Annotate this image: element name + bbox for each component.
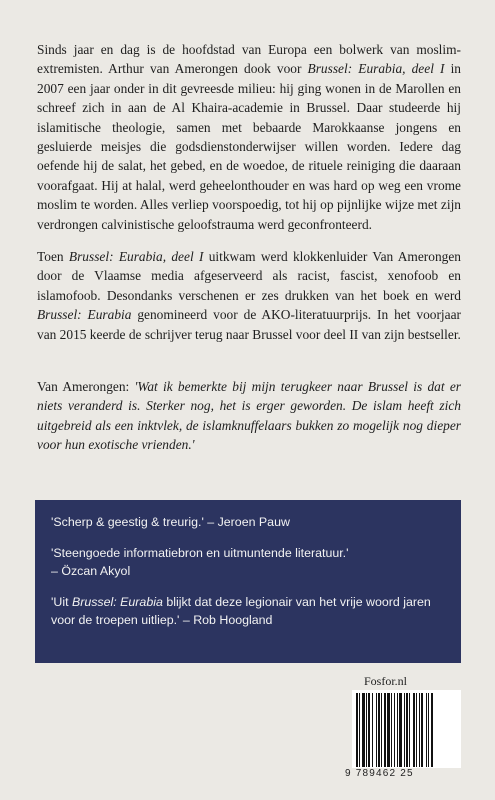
barcode-bar xyxy=(356,693,358,767)
barcode-bar xyxy=(381,693,382,767)
text: Sinds jaar en dag is de hoofdstad van Europa een bolwerk van moslim-extremisten. Arthur van Amerongen dook voor xyxy=(37,42,461,77)
barcode-bar xyxy=(378,693,380,767)
text: uitkwam werd klokkenluider Van Amerongen door de Vlaamse media afgeserveerd als racist, fascist, xenofoob en islamofoob. Desondanks verschenen er zes drukken van het boek en werd xyxy=(37,249,461,303)
book-title: Brussel: Eurabia xyxy=(71,595,163,609)
barcode-bar xyxy=(421,693,423,767)
book-title: Brussel: Eurabia, deel I xyxy=(307,61,445,77)
blurb-paragraph-2 xyxy=(37,247,461,344)
blurb-paragraph-1 xyxy=(37,40,461,234)
barcode-bar xyxy=(428,693,429,767)
book-title: Brussel: Eurabia xyxy=(37,307,132,323)
text: in 2007 een jaar onder in dit gevreesde milieu: hij ging wonen in de Marollen en schreef zich in aan de Al Khaira-academie in Brussel. Daar studeerde hij islamitische theologie, samen met bebaarde Marokkaanse jongens en gesluierde meisjes die godsdienstonderwijser willen worden. Iedere dag oefende hij de salat, het gebed, en de woedoe, de rituele reiniging die daaraan voorafgaat. Hij at halal, werd geheelonthouder en was hard op weg een vrome moslim te worden. Alles verliep voorspoedig, tot hij op pijnlijke wijze met zijn verdrongen calvinistische geloofstrauma werd geconfronteerd. xyxy=(37,61,462,232)
quote-author: – Rob Hoogland xyxy=(179,613,273,627)
barcode-bars xyxy=(352,690,461,768)
author-quote: 'Wat ik bemerkte bij mijn terugkeer naar Brussel is dat er niets veranderd is. Sterker nog, het is erger geworden. De islam heeft zich uitgebreid als een inktvlek, de islamknuffelaars bukken zo mogelijk nog dieper voor hun exotische vrienden.' xyxy=(37,379,461,453)
barcode-bar xyxy=(406,693,408,767)
barcode-bar xyxy=(409,693,410,767)
book-title: Brussel: Eurabia, deel I xyxy=(68,249,204,264)
review-quote-1: 'Scherp & geestig & treurig.' – Jeroen Pauw xyxy=(51,515,290,529)
text: genomineerd voor de AKO-literatuurprijs. In het voorjaar van 2015 keerde de schrijver terug naar Brussel voor deel II van zijn bestseller. xyxy=(37,307,461,342)
publisher-website: Fosfor.nl xyxy=(364,674,408,688)
barcode-bar xyxy=(416,693,417,767)
barcode-number: 9 789462 25 xyxy=(345,768,414,779)
quote-author: – Jeroen Pauw xyxy=(203,515,290,529)
barcode-bar xyxy=(413,693,415,767)
barcode-bar xyxy=(404,693,405,767)
barcode-bar xyxy=(431,693,433,767)
review-quotes-box xyxy=(35,500,461,663)
barcode-bar xyxy=(366,693,367,767)
barcode-bar xyxy=(387,693,390,767)
barcode-bar xyxy=(372,693,373,767)
author-quote-paragraph xyxy=(37,377,461,455)
barcode-bar xyxy=(394,693,395,767)
barcode-bar xyxy=(376,693,377,767)
text: Van Amerongen: xyxy=(37,379,135,394)
barcode xyxy=(352,690,461,768)
text: Toen xyxy=(37,249,69,264)
barcode-bar xyxy=(391,693,392,767)
barcode-bar xyxy=(419,693,420,767)
barcode-bar xyxy=(362,693,365,767)
barcode-bar xyxy=(359,693,360,767)
barcode-bar xyxy=(368,693,370,767)
review-quote-2: 'Steengoede informatiebron en uitmuntende literatuur.' – Özcan Akyol xyxy=(51,546,349,578)
review-quote-3: 'Uit Brussel: Eurabia blijkt dat deze legionair van het vrije woord jaren voor de troepen uitliep.' – Rob Hoogland xyxy=(51,595,431,627)
barcode-bar xyxy=(397,693,398,767)
barcode-bar xyxy=(399,693,402,767)
barcode-bar xyxy=(384,693,386,767)
quote-author: – Özcan Akyol xyxy=(51,564,131,578)
barcode-bar xyxy=(426,693,427,767)
